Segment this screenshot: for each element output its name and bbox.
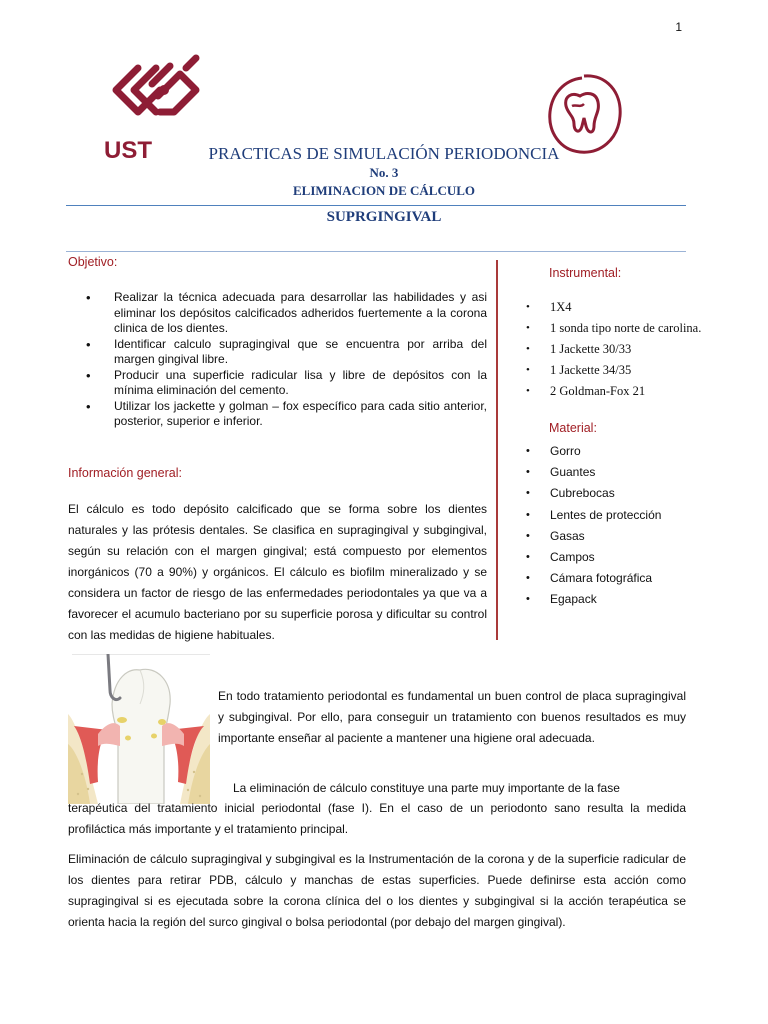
list-item: • Gasas (522, 526, 712, 547)
instrumental-list (522, 297, 712, 402)
list-item: • Egapack (522, 589, 712, 610)
list-item: • Producir una superficie radicular lisa y libre de depósitos con la mínima eliminación del cemento. (82, 368, 487, 399)
list-item: • Identificar calculo supragingival que se encuentra por arriba del margen gingival libre. (82, 337, 487, 368)
document-title: PRACTICAS DE SIMULACIÓN PERIODONCIA (208, 144, 560, 163)
list-item: • Campos (522, 547, 712, 568)
column-divider (496, 260, 498, 640)
section-divider (66, 251, 686, 252)
list-item: • 1X4 (522, 297, 712, 318)
informacion-text: El cálculo es todo depósito calcificado que se forma sobre los dientes naturales y las prótesis dentales. Se clasifica en supragingival y subgingival, según su relación con el margen gingival; está compuesto por elementos inorgánicos (70 a 90%) y orgánicos. El cálculo es biofilm mineralizado y se considera un factor de riesgo de las enfermedades periodontales ya que va a favorecer el acumulo bacteriano por su superficie porosa y dificultar su control con las medidas de higiene habituales. (68, 502, 487, 642)
list-item: • Lentes de protección (522, 505, 712, 526)
list-item: • Guantes (522, 462, 712, 483)
list-item: • Utilizar los jackette y golman – fox específico para cada sitio anterior, posterior, superior e inferior. (82, 399, 487, 430)
list-item: • 2 Goldman-Fox 21 (522, 381, 712, 402)
list-item: • Cámara fotográfica (522, 568, 712, 589)
informacion-heading: Información general: (68, 466, 182, 480)
list-item: • 1 sonda tipo norte de carolina. (522, 320, 712, 337)
practice-number: No. 3 (369, 165, 399, 180)
paragraph-eliminacion: terapéutica del tratamiento inicial periodontal (fase I). En el caso de un periodonto sano resulta la medida profiláctica más importante y el tratamiento principal. (68, 801, 686, 836)
header-divider (66, 205, 686, 206)
tooth-scaling-illustration (68, 654, 210, 804)
list-item: • Gorro (522, 441, 712, 462)
instrumental-heading: Instrumental: (549, 266, 622, 280)
objetivo-heading: Objetivo: (68, 255, 118, 269)
material-heading: Material: (549, 421, 597, 435)
objetivo-list (82, 290, 487, 430)
paragraph-eliminacion-first-line: La eliminación de cálculo constituye una parte muy importante de la fase (233, 781, 620, 795)
paragraph-control-placa: En todo tratamiento periodontal es fundamental un buen control de placa supragingival y subgingival. Por ello, para conseguir un tratamiento con buenos resultados es muy importante enseñar al paciente a mantener una higiene oral adecuada. (218, 689, 686, 745)
list-item: • Cubrebocas (522, 483, 712, 504)
material-list (522, 441, 712, 611)
ust-logo-text: UST (104, 137, 152, 164)
list-item: • 1 Jackette 30/33 (522, 339, 712, 360)
document-subtitle-2: SUPRGINGIVAL (326, 209, 442, 225)
page-number: 1 (675, 20, 682, 34)
document-subtitle: ELIMINACION DE CÁLCULO (292, 183, 476, 198)
list-item: • Realizar la técnica adecuada para desarrollar las habilidades y asi eliminar los depósitos calcificados adheridos fuertemente a la corona clinica de los dientes. (82, 290, 487, 337)
list-item: • 1 Jackette 34/35 (522, 360, 712, 381)
paragraph-definicion: Eliminación de cálculo supragingival y subgingival es la Instrumentación de la corona y de la superficie radicular de los dientes para retirar PDB, cálculo y manchas de estas superficies. Puede definirse esta acción como supragingival si es ejecutada sobre la corona clínica del o los dientes y subgingival si la acción terapéutica se orienta hacia la región del surco gingival o bolsa periodontal (por debajo del margen gingival). (68, 852, 686, 929)
